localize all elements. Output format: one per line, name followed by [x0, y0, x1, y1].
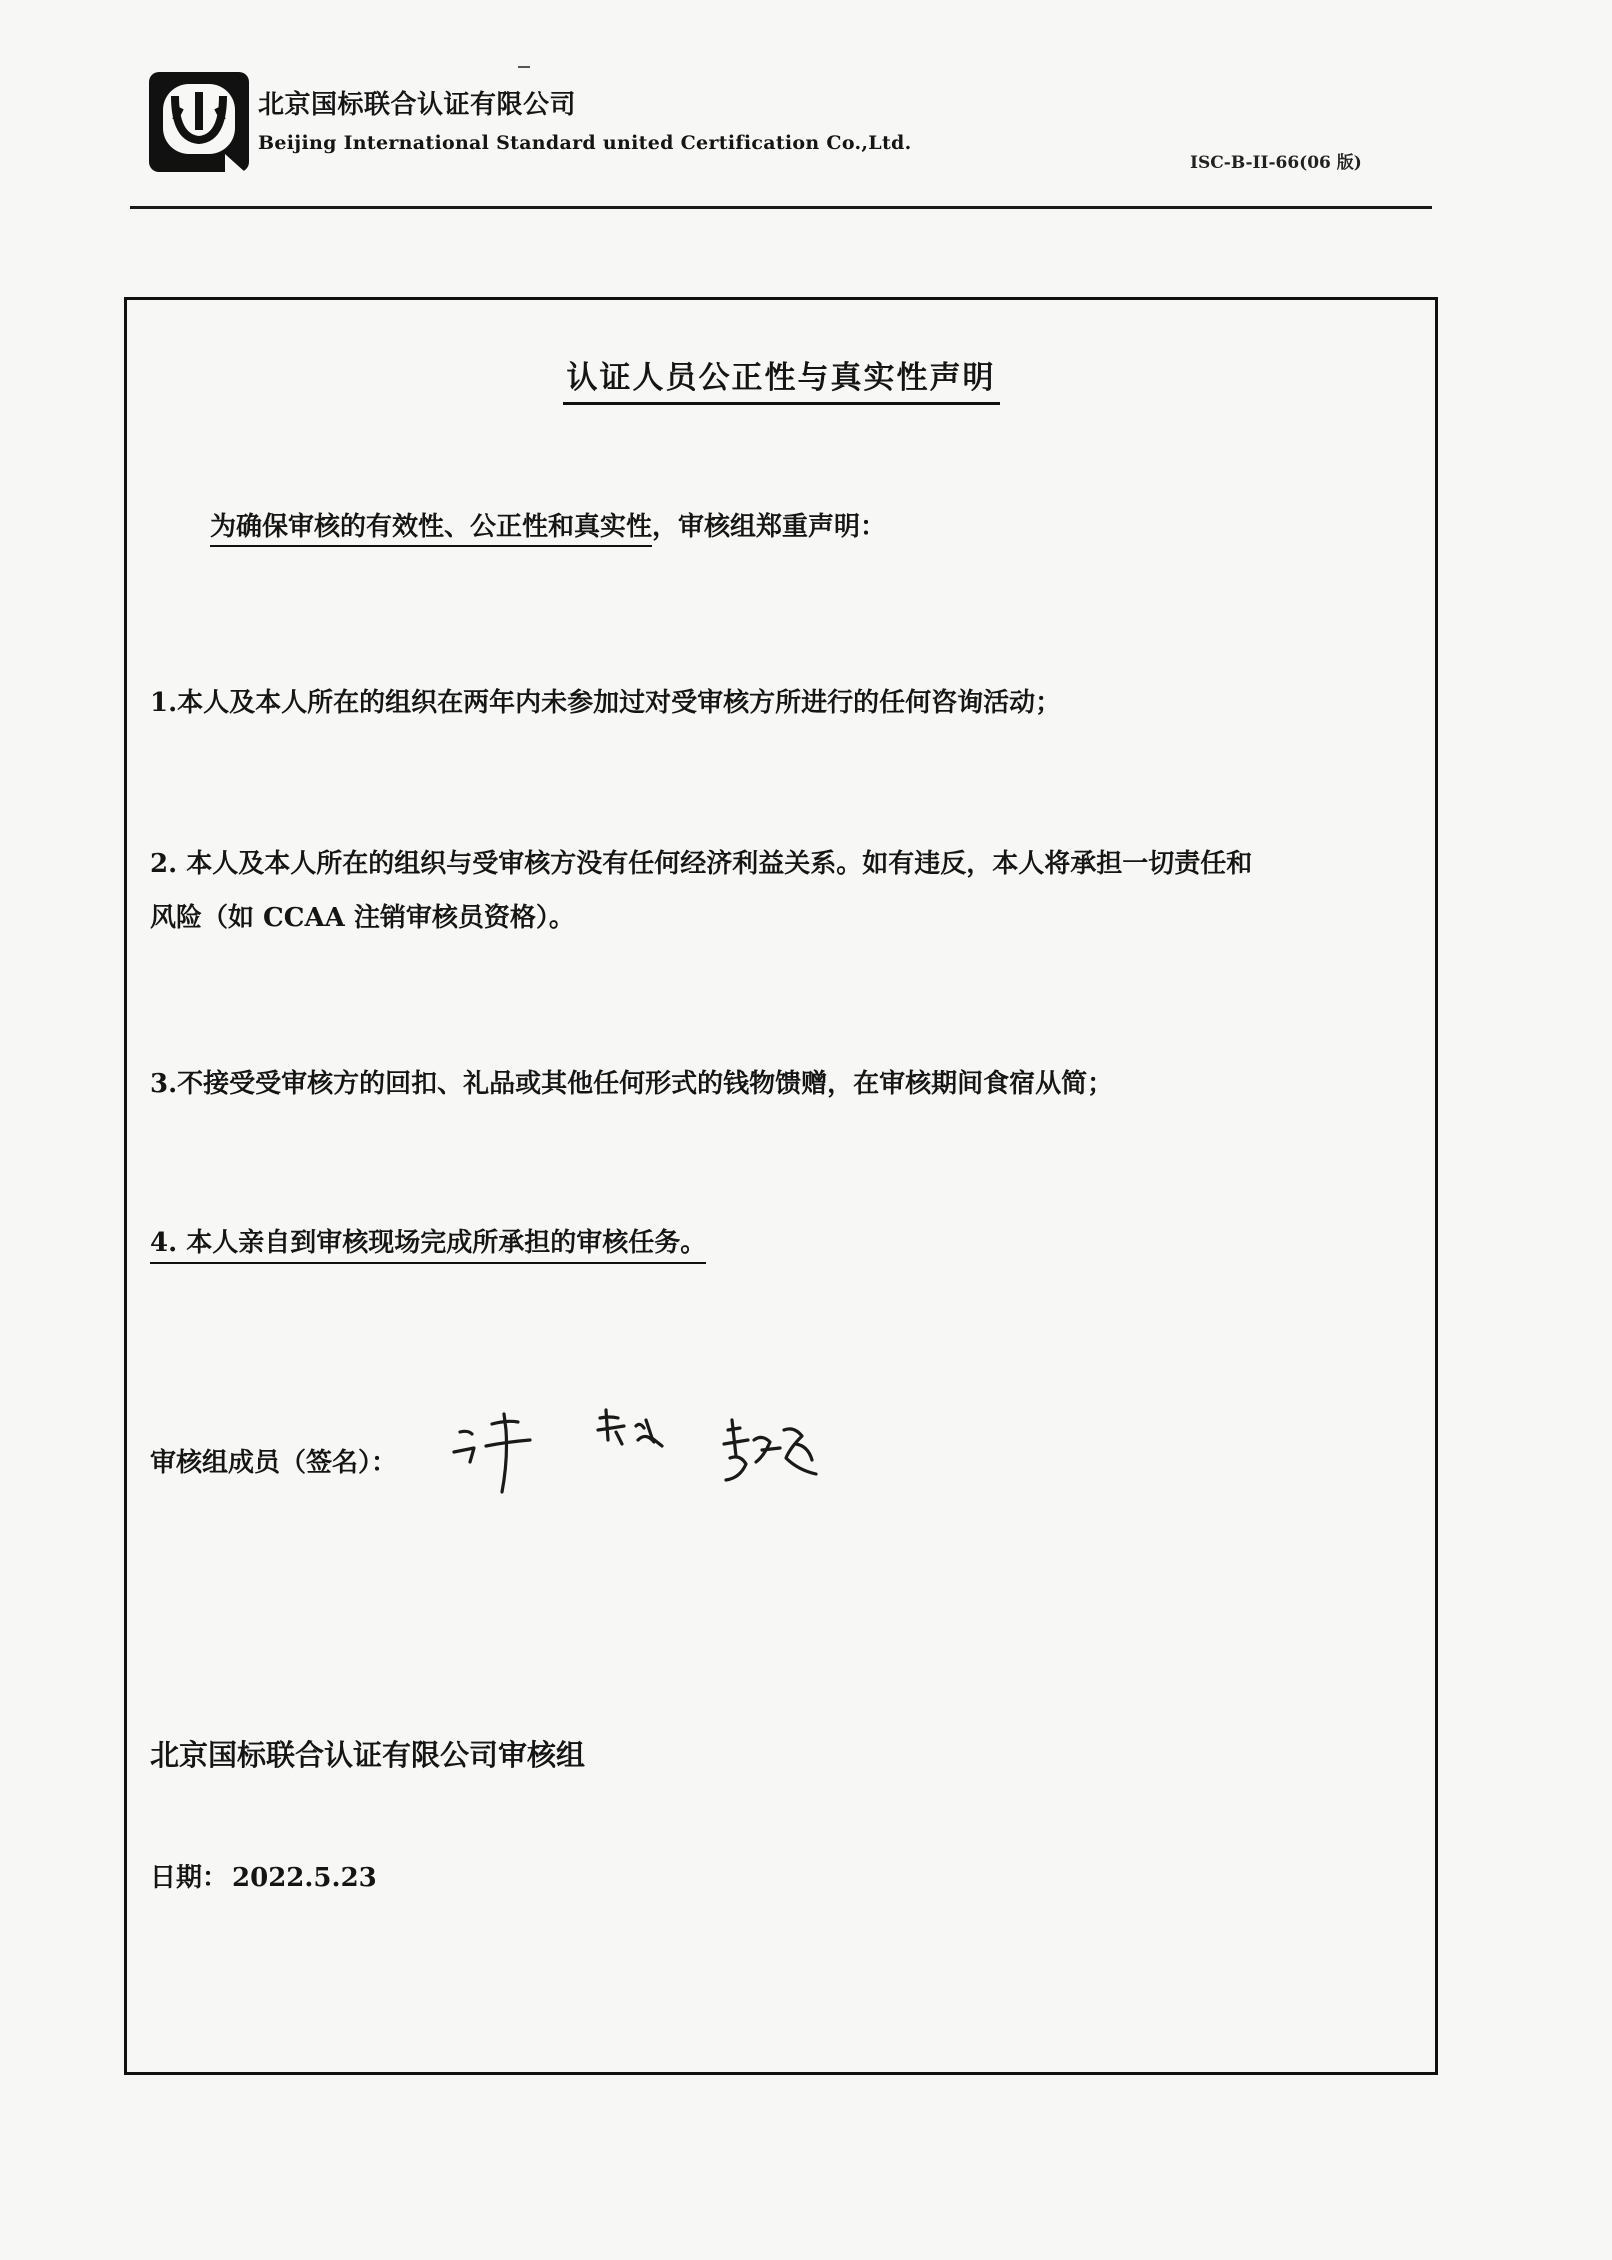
header-divider: [130, 206, 1432, 209]
scan-mark: [518, 66, 530, 68]
company-name-cn: 北京国标联合认证有限公司: [258, 90, 577, 120]
document-title: [0, 352, 1562, 397]
date-label: 日期：: [150, 1863, 229, 1893]
organization-name: 北京国标联合认证有限公司审核组: [150, 1738, 586, 1772]
intro-underlined-text: 为确保审核的有效性、公正性和真实性: [210, 512, 652, 547]
clause-4: [150, 1222, 706, 1259]
document-title-text: 认证人员公正性与真实性声明: [563, 360, 1000, 405]
bisc-logo-icon: [145, 68, 253, 176]
clause-1: 1.本人及本人所在的组织在两年内未参加过对受审核方所进行的任何咨询活动；: [150, 688, 1062, 718]
date-row: [150, 1857, 377, 1894]
clause-3: 3.不接受受审核方的回扣、礼品或其他任何形式的钱物馈赠，在审核期间食宿从简；: [150, 1069, 1114, 1099]
company-name-en: Beijing International Standard united Certification Co.,Ltd.: [258, 132, 912, 154]
handwritten-signatures: [440, 1400, 900, 1530]
date-value: 2022.5.23: [232, 1863, 377, 1893]
clause-2-line-1: 2. 本人及本人所在的组织与受审核方没有任何经济利益关系。如有违反，本人将承担一切责任和: [150, 849, 1253, 879]
document-code: ISC-B-II-66(06 版): [1190, 153, 1362, 173]
declaration-frame: [124, 297, 1438, 2075]
clause-2-line-2: 风险（如 CCAA 注销审核员资格）。: [150, 903, 575, 933]
clause-4-text: 4. 本人亲自到审核现场完成所承担的审核任务。: [150, 1228, 706, 1264]
intro-statement: [210, 506, 886, 543]
intro-rest-text: ，审核组郑重声明：: [652, 512, 887, 542]
signature-label: 审核组成员（签名）：: [150, 1448, 398, 1478]
